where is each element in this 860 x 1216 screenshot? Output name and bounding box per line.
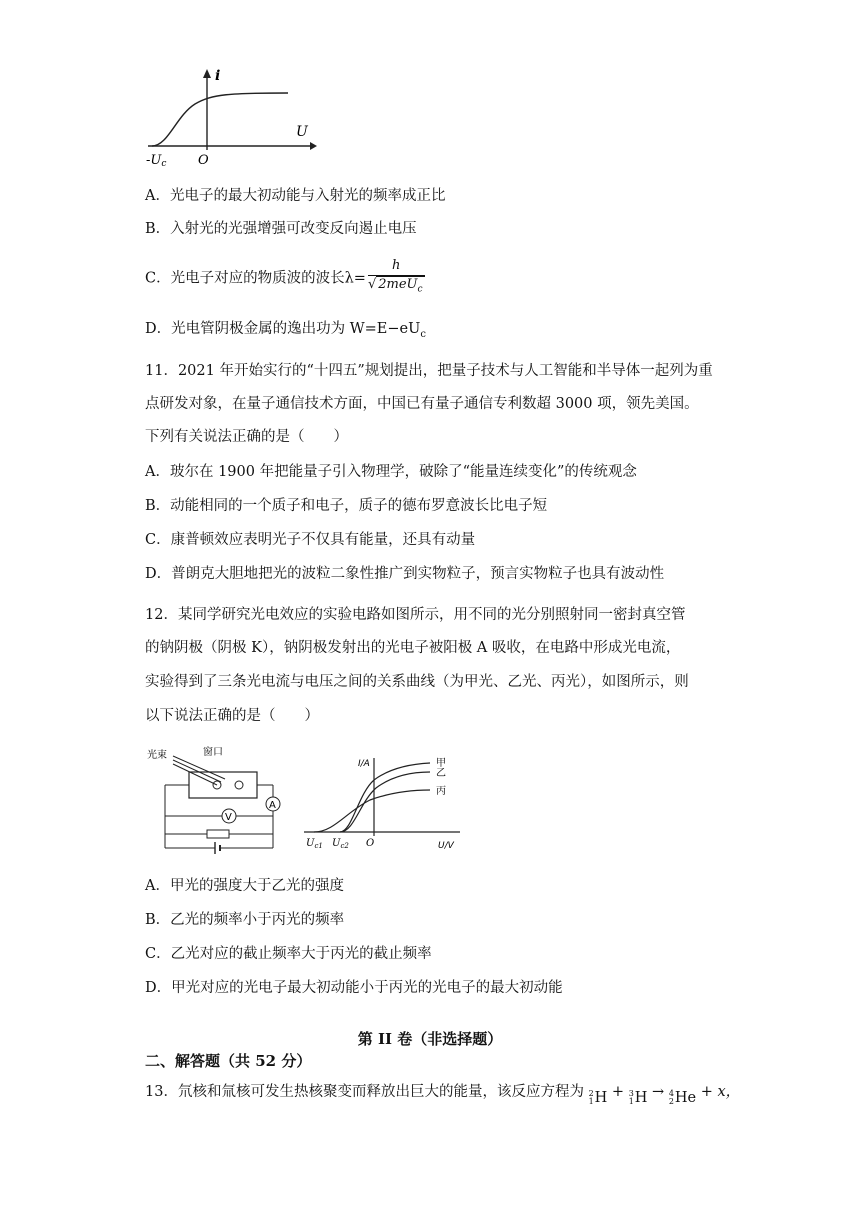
- q11-option-c: C．康普顿效应表明光子不仅具有能量，还具有动量: [145, 532, 476, 548]
- q12-option-a: A．甲光的强度大于乙光的强度: [145, 878, 344, 894]
- section-title: 第 II 卷（非选择题）: [357, 1030, 503, 1048]
- helium-symbol: 4 2 He: [668, 1089, 697, 1106]
- anode-a: [235, 781, 243, 789]
- q11-stem-line1: 11．2021 年开始实行的“十四五”规划提出，把量子技术与人工智能和半导体一起列为重: [145, 363, 713, 379]
- iu-graph: [140, 66, 320, 178]
- i-axis-label: I/A: [358, 759, 370, 769]
- i-axis-label: i: [215, 68, 221, 84]
- curve-yi-label: 乙: [436, 768, 446, 779]
- origin-label: O: [198, 153, 209, 168]
- q11-option-b: B．动能相同的一个质子和电子，质子的德布罗意波长比电子短: [145, 498, 548, 514]
- origin-label: O: [366, 838, 375, 849]
- window-label: 窗口: [203, 747, 223, 758]
- rheostat: [207, 830, 229, 838]
- i-axis-arrow: [203, 69, 211, 78]
- q12-stem-line1: 12．某同学研究光电效应的实验电路如图所示，用不同的光分别照射同一密封真空管: [145, 607, 686, 623]
- q13-text: 13．氘核和氚核可发生热核聚变而释放出巨大的能量，该反应方程为: [145, 1084, 584, 1100]
- q12-option-d: D．甲光对应的光电子最大初动能小于丙光的光电子的最大初动能: [145, 980, 563, 996]
- u-axis-label: U/V: [438, 841, 454, 851]
- uc2-label: $U_{c2}$: [332, 838, 349, 850]
- section-part-heading: 二、解答题（共 52 分）: [145, 1052, 312, 1070]
- q12-stem-line2: 的钠阴极（阴极 K），钠阴极发射出的光电子被阳极 A 吸收，在电路中形成光电流，: [145, 640, 681, 656]
- curve-bing: [314, 790, 430, 832]
- tritium-symbol: 3 1 H: [628, 1089, 648, 1106]
- q11-stem-line3: 下列有关说法正确的是（ ）: [145, 429, 348, 445]
- formula-numerator: h: [368, 258, 425, 276]
- q12-stem-line3: 实验得到了三条光电流与电压之间的关系曲线（为甲光、乙光、丙光），如图所示，则: [145, 674, 689, 690]
- u-axis-arrow: [310, 142, 317, 150]
- light-ray: [173, 764, 217, 785]
- q10-option-c-text: C．光电子对应的物质波的波长λ=: [145, 270, 366, 287]
- vacuum-tube: [189, 772, 257, 798]
- q10-option-c: [145, 258, 425, 299]
- u-axis-label: U: [296, 124, 308, 140]
- q10-option-d: D．光电管阴极金属的逸出功为 $W=E-eU_c$: [145, 321, 426, 340]
- deuterium-symbol: 2 1 H: [588, 1089, 608, 1106]
- ammeter-label: A: [269, 800, 276, 811]
- voltmeter-label: V: [225, 812, 232, 823]
- light-ray: [173, 760, 221, 782]
- neg-uc-label: -Uc: [146, 153, 167, 169]
- curve-bing-label: 丙: [436, 786, 446, 797]
- photoelectric-circuit: [145, 744, 285, 854]
- q11-stem-line2: 点研发对象，在量子通信技术方面，中国已有量子通信专利数超 3000 项，领先美国。: [145, 396, 699, 412]
- q11-option-d: D．普朗克大胆地把光的波粒二象性推广到实物粒子，预言实物粒子也具有波动性: [145, 566, 665, 582]
- q12-option-b: B．乙光的频率小于丙光的频率: [145, 912, 345, 928]
- curve-jia-label: 甲: [436, 758, 446, 769]
- q10-option-b: B．入射光的光强增强可改变反向遏止电压: [145, 221, 417, 237]
- iu-curve: [152, 93, 288, 146]
- q12-stem-line4: 以下说法正确的是（ ）: [145, 708, 319, 724]
- light-beam-label: 光束: [147, 750, 167, 761]
- curve-yi: [340, 772, 430, 832]
- q13-stem: 13．氘核和氚核可发生热核聚变而释放出巨大的能量，该反应方程为 2 1 H + 3 1 H → 4 2 He + x，: [145, 1084, 741, 1106]
- formula-denominator: √ 2meU$_c$: [367, 277, 423, 295]
- q10-option-a: A．光电子的最大初动能与入射光的频率成正比: [145, 188, 446, 204]
- q12-option-c: C．乙光对应的截止频率大于丙光的截止频率: [145, 946, 432, 962]
- q11-option-a: A．玻尔在 1900 年把能量子引入物理学，破除了“能量连续变化”的传统观念: [145, 464, 637, 480]
- uc1-label: $U_{c1}$: [306, 838, 323, 850]
- iu-three-curves: [300, 754, 470, 854]
- wavelength-formula: [368, 258, 425, 299]
